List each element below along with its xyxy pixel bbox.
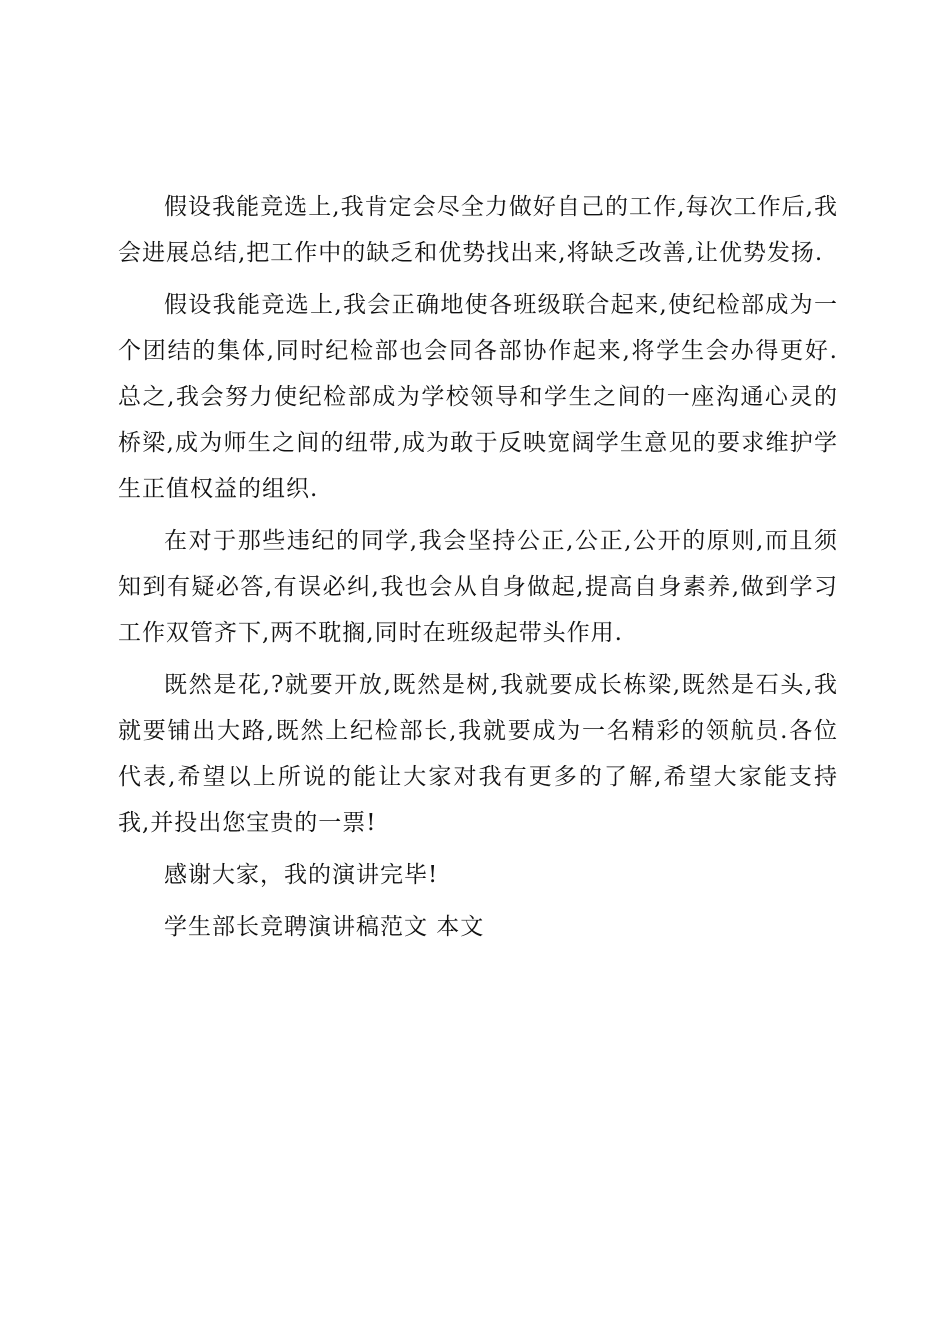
paragraph: 既然是花,?就要开放,既然是树,我就要成长栋梁,既然是石头,我就要铺出大路,既然上纪检部长,我就要成为一名精彩的领航员.各位代表,希望以上所说的能让大家对我有更多的了解,希望大家能支持我,并投出您宝贵的一票! [118,672,838,836]
document-footer-title: 学生部长竞聘演讲稿范文 本文 [164,914,485,940]
paragraph: 假设我能竞选上,我会正确地使各班级联合起来,使纪检部成为一个团结的集体,同时纪检部也会同各部协作起来,将学生会办得更好.总之,我会努力使纪检部成为学校领导和学生之间的一座沟通心灵的桥梁,成为师生之间的纽带,成为敢于反映宽阔学生意见的要求维护学生正值权益的组织. [118,292,838,502]
paragraph: 在对于那些违纪的同学,我会坚持公正,公正,公开的原则,而且须知到有疑必答,有误必纠,我也会从自身做起,提高自身素养,做到学习工作双管齐下,两不耽搁,同时在班级起带头作用. [118,528,838,646]
closing-line: 感谢大家，我的演讲完毕! [164,862,439,888]
paragraph: 假设我能竞选上,我肯定会尽全力做好自己的工作,每次工作后,我会进展总结,把工作中的缺乏和优势找出来,将缺乏改善,让优势发扬. [118,194,838,266]
document-body [118,184,838,950]
